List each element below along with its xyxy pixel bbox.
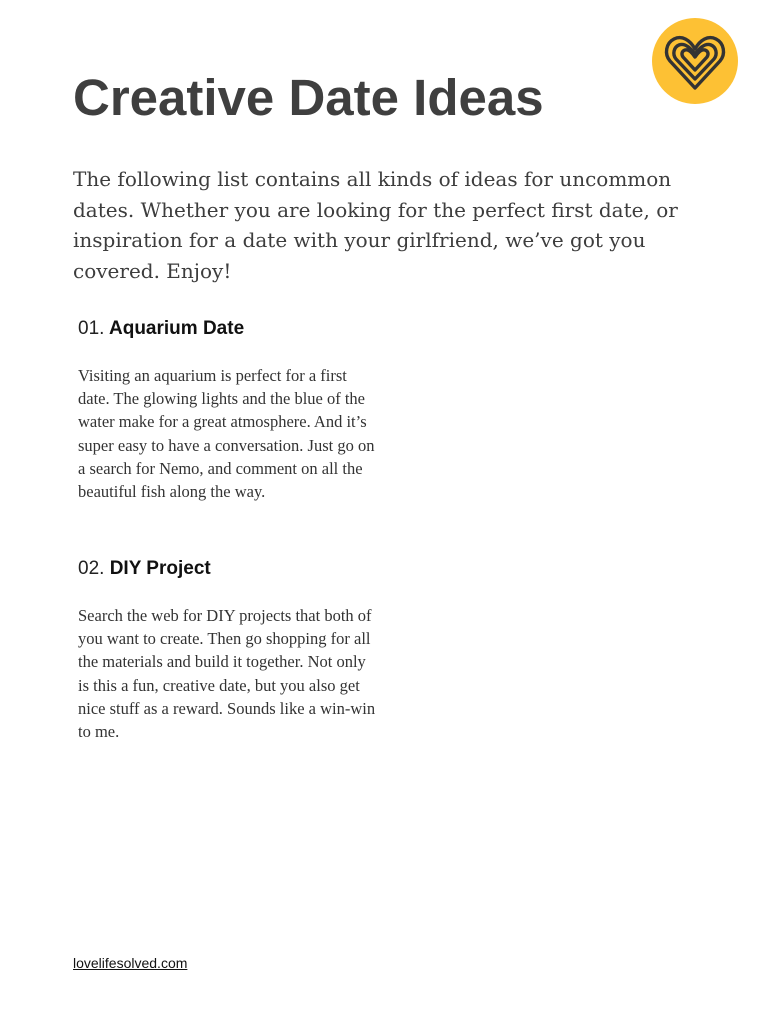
section-number: 01. [78,318,105,339]
intro-paragraph: The following list contains all kinds of ideas for uncommon dates. Whether you are looking for the perfect first date, or inspiration for a date with your girlfriend, we’ve got you covered. Enjoy! [73,167,678,283]
brand-logo [652,18,738,104]
section-number: 02. [78,558,105,579]
section-heading-aquarium-date [78,317,244,341]
section-body-aquarium-date: Visiting an aquarium is perfect for a first date. The glowing lights and the blue of the water make for a great atmosphere. And it’s super easy to have a conversation. Just go on a search for Nemo, and comment on all the beautiful fish along the way. [78,366,375,502]
website-link[interactable]: lovelifesolved.com [73,955,188,971]
section-body-diy-project: Search the web for DIY projects that both of you want to create. Then go shopping for all the materials and build it together. Not only is this a fun, creative date, but you also get nice stuff as a reward. Sounds like a win-win to me. [78,606,376,742]
section-heading-diy-project [78,557,211,581]
section-title: Aquarium Date [109,318,245,339]
section-title: DIY Project [109,558,211,579]
page-title: Creative Date Ideas [73,69,544,126]
heart-line-logo-icon [652,18,738,104]
